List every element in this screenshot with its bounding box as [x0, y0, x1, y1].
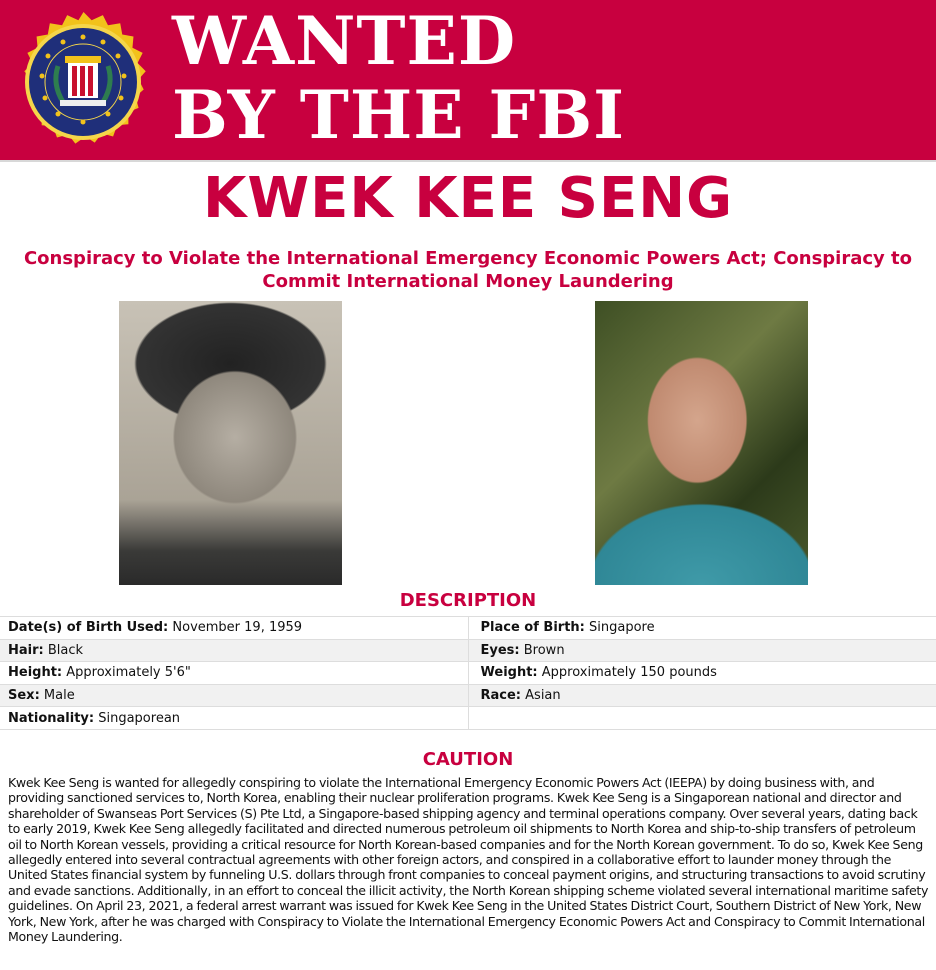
subject-photo-2[interactable]	[595, 301, 808, 585]
description-cell	[468, 617, 936, 640]
field-value: Male	[43, 688, 75, 704]
caution-title: CAUTION	[422, 749, 514, 770]
field-value: Approximately 5'6"	[66, 665, 191, 681]
field-label: Hair:	[8, 642, 44, 658]
field-label: Date(s) of Birth Used:	[8, 620, 169, 636]
field-value: Asian	[525, 688, 561, 704]
fbi-seal-logo	[8, 4, 158, 154]
field-label: Place of Birth:	[480, 620, 585, 636]
description-row	[0, 617, 936, 640]
field-value: November 19, 1959	[172, 620, 303, 636]
description-cell	[0, 707, 468, 730]
field-label: Race:	[480, 688, 522, 704]
subject-name: KWEK KEE SENG	[202, 166, 734, 231]
wanted-line-1: WANTED	[172, 2, 517, 80]
description-row	[0, 684, 936, 707]
field-value: Singaporean	[98, 710, 181, 726]
description-row	[0, 707, 936, 730]
field-value: Approximately 150 pounds	[541, 665, 717, 681]
field-value: Black	[47, 642, 84, 658]
description-cell	[468, 639, 936, 662]
field-label: Sex:	[8, 688, 40, 704]
description-row	[0, 662, 936, 685]
description-title: DESCRIPTION	[399, 590, 537, 611]
header-banner	[0, 0, 936, 162]
field-label: Nationality:	[8, 710, 95, 726]
description-cell	[468, 662, 936, 685]
description-table	[0, 616, 936, 730]
field-value: Brown	[523, 642, 565, 658]
description-cell	[0, 639, 468, 662]
description-cell	[468, 684, 936, 707]
field-label: Eyes:	[480, 642, 520, 658]
field-value: Singapore	[589, 620, 655, 636]
description-cell	[0, 617, 468, 640]
subject-photo-1[interactable]	[119, 301, 342, 585]
description-cell	[0, 684, 468, 707]
description-cell	[468, 707, 936, 730]
charges: Conspiracy to Violate the International Emergency Economic Powers Act; Conspiracy to Commit International Money Laundering	[23, 248, 913, 292]
caution-text: Kwek Kee Seng is wanted for allegedly conspiring to violate the International Emergency Economic Powers Act (IEEPA) by doing business with, and providing sanctioned services to, North Korea, enabling their nuclear proliferation programs. Kwek Kee Seng is a Singaporean national and director and shareholder of Swanseas Port Services (S) Pte Ltd, a Singapore-based shipping agency and terminal operations company. Over several years, dating back to early 2019, Kwek Kee Seng allegedly facilitated and directed numerous petroleum oil shipments to North Korea and ship-to-ship transfers of petroleum oil to North Korean vessels, providing a critical resource for North Korean-based companies and for the North Korean government. To do so, Kwek Kee Seng allegedly entered into several contractual agreements with other foreign actors, and conspired in a collaborative effort to launder money through the United States financial system by funneling U.S. dollars through front companies to conceal payment origins, and structuring transactions to avoid scrutiny and evade sanctions. Additionally, in an effort to conceal the illicit activity, the North Korean shipping scheme violated several international maritime safety guidelines. On April 23, 2021, a federal arrest warrant was issued for Kwek Kee Seng in the United States District Court, Southern District of New York, New York, New York, after he was charged with Conspiracy to Violate the International Emergency Economic Powers Act and Conspiracy to Commit International Money Laundering.	[8, 775, 929, 945]
wanted-heading	[172, 4, 625, 152]
field-label: Weight:	[480, 665, 538, 681]
description-row	[0, 639, 936, 662]
description-cell	[0, 662, 468, 685]
field-label: Height:	[8, 665, 63, 681]
wanted-line-2: BY THE FBI	[172, 76, 625, 154]
